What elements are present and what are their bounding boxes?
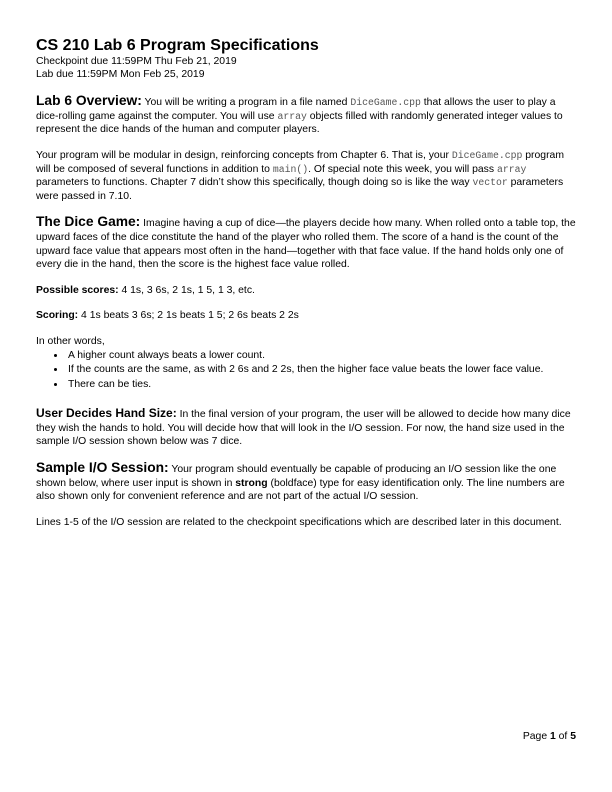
code-array: array [496, 163, 527, 175]
footer-page-word: Page [522, 731, 550, 742]
hand-size-heading: User Decides Hand Size: [36, 406, 177, 421]
page-number: 1 [549, 731, 556, 742]
lines-note-paragraph: Lines 1-5 of the I/O session are related to the checkpoint specifications which are described later in this document. [36, 516, 562, 528]
scoring-text: 4 1s beats 3 6s; 2 1s beats 1 5; 2 6s beats 2 2s [78, 310, 299, 322]
overview-text: objects filled with randomly generated integer values to represent the dice hands of the human and computer players. [36, 110, 563, 136]
overview-text: Your program will be modular in design, reinforcing concepts from Chapter 6. That is, your [36, 149, 452, 161]
sample-io-text: (boldface) type for easy identification only. The line numbers are also shown only for convenient reference and are not part of the actual I/O session. [36, 477, 565, 503]
sample-io-paragraph [36, 461, 576, 504]
overview-text: parameters were passed in 7.10. [36, 177, 564, 202]
code-main: main() [272, 163, 309, 175]
overview-paragraph-2 [36, 149, 576, 203]
overview-text: that allows the user to play a dice-rolling game against the computer. You will use [36, 97, 556, 122]
scoring-label: Scoring: [36, 310, 79, 322]
page-footer [523, 731, 576, 742]
possible-scores-text: 4 1s, 3 6s, 2 1s, 1 5, 1 3, etc. [118, 284, 255, 296]
scoring-paragraph [36, 309, 576, 323]
code-dicegame: DiceGame.cpp [451, 149, 523, 161]
overview-paragraph-1 [36, 94, 576, 137]
dice-game-heading: The Dice Game: [36, 214, 141, 230]
code-array: array [277, 110, 307, 122]
rules-list [36, 349, 576, 392]
overview-heading: Lab 6 Overview: [36, 93, 142, 109]
code-vector: vector [472, 177, 508, 189]
rule-item: • A higher count always beats a lower count. [66, 349, 576, 363]
strong-word: strong [235, 477, 268, 489]
possible-scores-paragraph [36, 284, 576, 298]
rule-item: • If the counts are the same, as with 2 6s and 2 2s, then the higher face value beats the lower face value. [66, 363, 576, 377]
overview-text: program will be composed of several functions in addition to [36, 149, 564, 175]
checkpoint-due: Checkpoint due 11:59PM Thu Feb 21, 2019 [36, 56, 237, 67]
sample-io-text: Your program should eventually be capable of producing an I/O session like the one shown below, where user input is shown in [36, 464, 557, 489]
dice-game-paragraph [36, 215, 576, 271]
overview-text: . Of special note this week, you will pass [308, 163, 497, 175]
possible-scores-label: Possible scores: [36, 284, 119, 296]
overview-text: You will be writing a program in a file named [141, 97, 351, 109]
sample-io-heading: Sample I/O Session: [36, 460, 169, 476]
other-words-intro: In other words, [36, 335, 105, 347]
page-content [36, 36, 576, 541]
hand-size-paragraph [36, 407, 576, 449]
rule-item: • There can be ties. [66, 378, 576, 392]
code-dicegame: DiceGame.cpp [350, 97, 421, 109]
page-total: 5 [570, 731, 576, 742]
footer-of-word: of [555, 731, 571, 742]
hand-size-text: In the final version of your program, the user will be allowed to decide how many dice they wish the hands to hold. You will decide how that will look in the I/O session. For now, the hand size used in the sample I/O session shown below was 7 dice. [36, 409, 571, 448]
lab-due: Lab due 11:59PM Mon Feb 25, 2019 [36, 68, 205, 80]
dice-game-text: Imagine having a cup of dice—the players decide how many. When rolled onto a table top, the upward faces of the dice constitute the hand of the player who rolled them. The score of a hand is the count of the upward face value that appears most often in the hand—together with that face value. If the hand holds only one of every die in the hand, then the score is the highest face value rolled. [36, 218, 576, 271]
overview-text: parameters to functions. Chapter 7 didn’t show this specifically, though doing so is like the way [36, 177, 473, 189]
page-title: CS 210 Lab 6 Program Specifications [36, 37, 319, 54]
